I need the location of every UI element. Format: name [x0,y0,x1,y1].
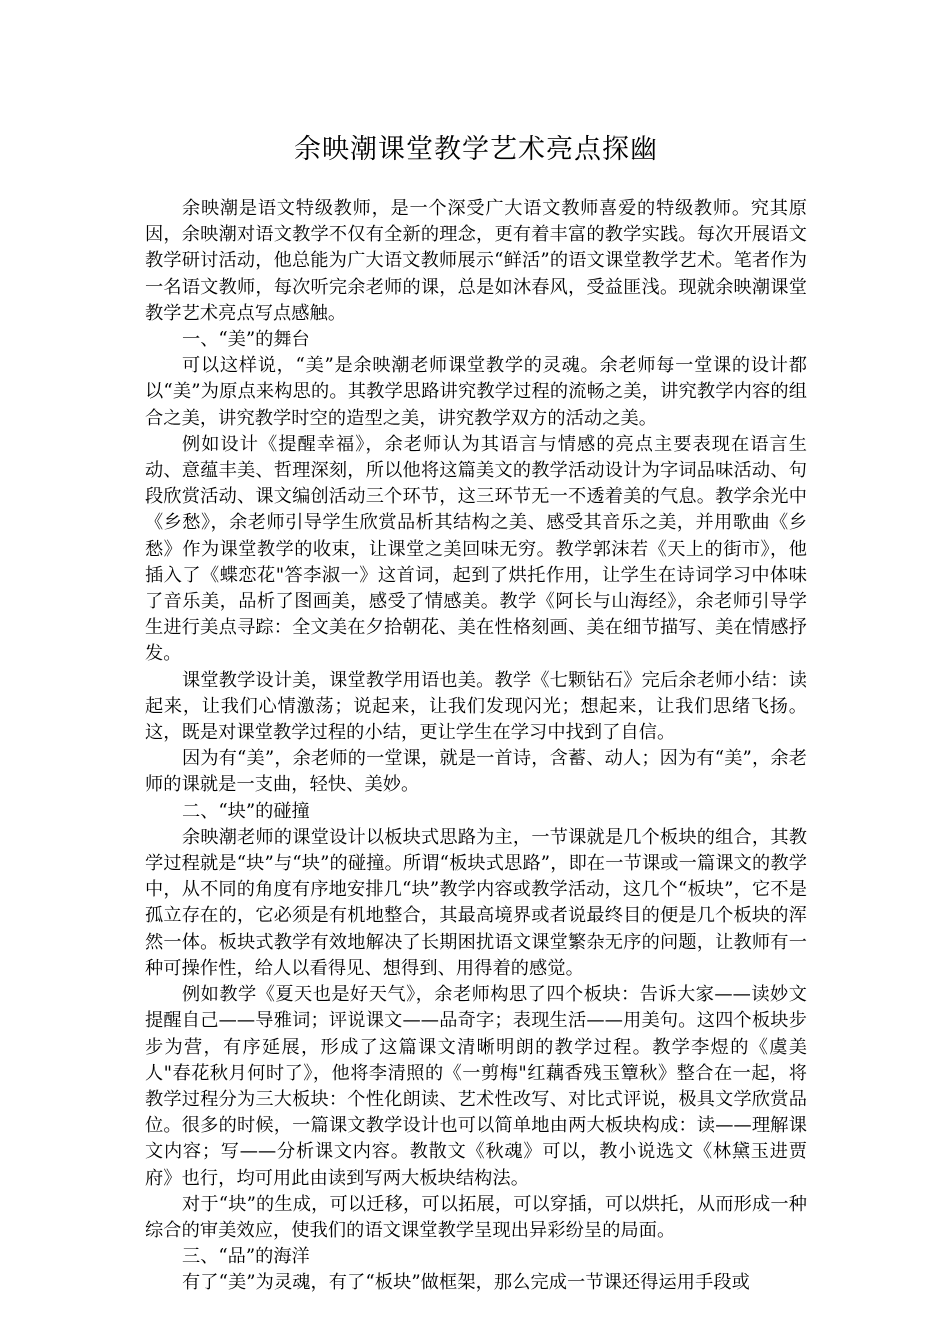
section-heading-2: 二、“块”的碰撞 [182,800,310,822]
paragraph: 可以这样说，“美”是余映潮老师课堂教学的灵魂。余老师每一堂课的设计都以“美”为原点来构思的。其教学思路讲究教学过程的流畅之美，讲究教学内容的组合之美，讲究教学时空的造型之美，讲究教学双方的活动之美。 [145,355,807,429]
paragraph: 课堂教学设计美，课堂教学用语也美。教学《七颗钻石》完后余老师小结：读起来，让我们心情激荡；说起来，让我们发现闪光；想起来，让我们思绪飞扬。这，既是对课堂教学过程的小结，更让学生在学习中找到了自信。 [145,669,807,744]
paragraph: 例如教学《夏天也是好天气》，余老师构思了四个板块：告诉大家——读妙文提醒自己——导雅词；评说课文——品奇字；表现生活——用美句。这四个板块步步为营，有序延展，形成了这篇课文清晰明朗的教学过程。教学李煜的《虞美人"春花秋月何时了》，他将李清照的《一剪梅"红藕香残玉簟秋》整合在一起，将教学过程分为三大板块：个性化朗读、艺术性改写、对比式评说，极具文学欣赏品位。很多的时候，一篇课文教学设计也可以简单地由两大板块构成：读——理解课文内容；写——分析课文内容。教散文《秋魂》可以，教小说选文《林黛玉进贾府》也行，均可用此由读到写两大板块结构法。 [145,984,807,1189]
document-body [145,196,807,1297]
paragraph: 对于“块”的生成，可以迁移，可以拓展，可以穿插，可以烘托，从而形成一种综合的审美效应，使我们的语文课堂教学呈现出异彩纷呈的局面。 [145,1193,807,1241]
document-title: 余映潮课堂教学艺术亮点探幽 [294,134,658,165]
paragraph-intro: 余映潮是语文特级教师，是一个深受广大语文教师喜爱的特级教师。究其原因，余映潮对语文教学不仅有全新的理念，更有着丰富的教学实践。每次开展语文教学研讨活动，他总能为广大语文教师展示“鲜活”的语文课堂教学艺术。笔者作为一名语文教师，每次听完余老师的课，总是如沐春风，受益匪浅。现就余映潮课堂教学艺术亮点写点感触。 [145,198,807,324]
paragraph: 因为有“美”，余老师的一堂课，就是一首诗，含蓄、动人；因为有“美”，余老师的课就是一支曲，轻快、美妙。 [145,748,807,796]
section-heading-3: 三、“品”的海洋 [182,1246,310,1268]
paragraph: 例如设计《提醒幸福》，余老师认为其语言与情感的亮点主要表现在语言生动、意蕴丰美、哲理深刻，所以他将这篇美文的教学活动设计为字词品味活动、句段欣赏活动、课文编创活动三个环节，这三环节无一不透着美的气息。教学余光中《乡愁》，余老师引导学生欣赏品析其结构之美、感受其音乐之美，并用歌曲《乡愁》作为课堂教学的收束，让课堂之美回味无穷。教学郭沫若《天上的街市》，他插入了《蝶恋花"答李淑一》这首词，起到了烘托作用，让学生在诗词学习中体味了音乐美，品析了图画美，感受了情感美。教学《阿长与山海经》，余老师引导学生进行美点寻踪：全文美在夕拾朝花、美在性格刻画、美在细节描写、美在情感抒发。 [145,433,807,665]
paragraph: 有了“美”为灵魂，有了“板块”做框架，那么完成一节课还得运用手段或 [182,1272,750,1294]
paragraph: 余映潮老师的课堂设计以板块式思路为主，一节课就是几个板块的组合，其教学过程就是“块”与“块”的碰撞。所谓“板块式思路”，即在一节课或一篇课文的教学中，从不同的角度有序地安排几“块”教学内容或教学活动，这几个“板块”，它不是孤立存在的，它必须是有机地整合，其最高境界或者说最终目的便是几个板块的浑然一体。板块式教学有效地解决了长期困扰语文课堂繁杂无序的问题，让教师有一种可操作性，给人以看得见、想得到、用得着的感觉。 [145,826,807,979]
section-heading-1: 一、“美”的舞台 [182,329,310,351]
